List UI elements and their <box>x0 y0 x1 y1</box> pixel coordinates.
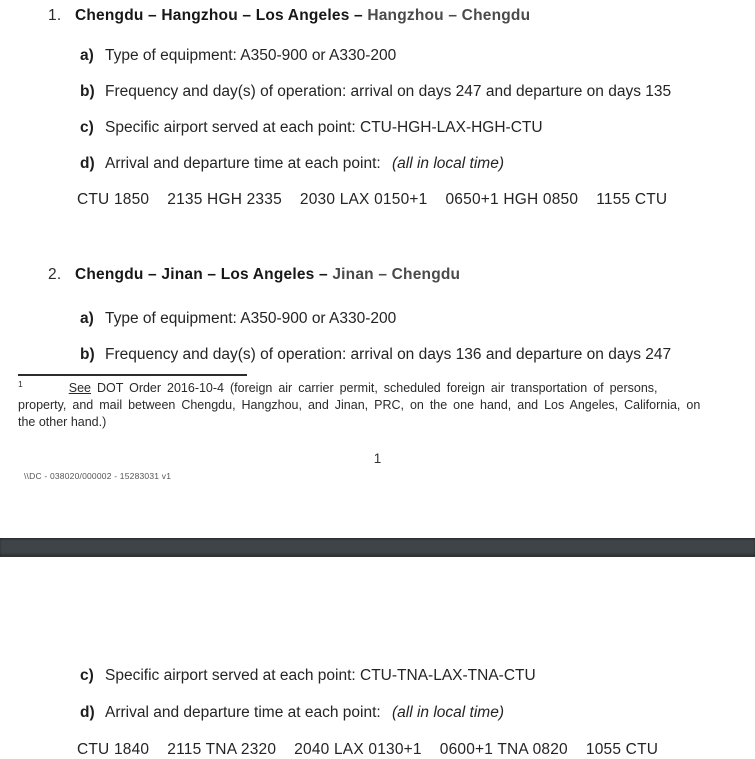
item-2-schedule: CTU 1840 2115 TNA 2320 2040 LAX 0130+1 0600+1 TNA 0820 1055 CTU <box>77 741 659 758</box>
local-time-note: (all in local time) <box>392 704 504 721</box>
sub-item-label: d) <box>80 155 95 172</box>
item-2-number: 2. <box>48 266 62 283</box>
footnote-marker: 1 <box>18 378 23 389</box>
sub-item-label: a) <box>80 310 94 327</box>
item-2-sub-c <box>80 666 536 685</box>
sub-item-label: d) <box>80 704 95 721</box>
footnote-line-3: the other hand.) <box>18 415 107 429</box>
item-1-number: 1. <box>48 7 62 24</box>
item-1-sub-d <box>80 154 504 173</box>
sub-item-text: Specific airport served at each point: CTU-TNA-LAX-TNA-CTU <box>105 667 536 684</box>
sub-item-text: Arrival and departure time at each point: <box>105 704 386 721</box>
route-item-2-heading <box>48 265 460 284</box>
page-separator-bar <box>0 538 755 557</box>
sub-item-text: Frequency and day(s) of operation: arrival on days 247 and departure on days 135 <box>105 83 672 100</box>
sub-item-label: c) <box>80 667 94 684</box>
sub-item-text: Type of equipment: A350-900 or A330-200 <box>105 310 397 327</box>
page-number: 1 <box>373 451 382 466</box>
item-1-route-outbound: Chengdu – Hangzhou – Los Angeles – <box>75 7 368 24</box>
route-item-1-heading <box>48 6 530 25</box>
footnote-separator-rule <box>18 374 247 376</box>
item-2-route-outbound: Chengdu – Jinan – Los Angeles – <box>75 266 333 283</box>
footnote-see: See <box>68 381 91 395</box>
sub-item-label: c) <box>80 119 94 136</box>
item-1-schedule: CTU 1850 2135 HGH 2335 2030 LAX 0150+1 0650+1 HGH 0850 1155 CTU <box>77 191 668 208</box>
item-2-sub-d <box>80 703 504 722</box>
item-1-sub-a <box>80 46 396 65</box>
document-id-stamp: \\DC - 038020/000002 - 15283031 v1 <box>24 471 172 481</box>
sub-item-text: Arrival and departure time at each point: <box>105 155 386 172</box>
item-1-route-return: Hangzhou – Chengdu <box>367 7 531 24</box>
sub-item-label: b) <box>80 83 95 100</box>
footnote-text: DOT Order 2016-10-4 (foreign air carrier permit, scheduled foreign air transportation of persons, <box>90 381 658 395</box>
sub-item-label: b) <box>80 346 95 363</box>
footnote-line-2: property, and mail between Chengdu, Hangzhou, and Jinan, PRC, on the one hand, and Los Angeles, California, on <box>18 398 701 412</box>
footnote-line-1 <box>18 380 658 397</box>
sub-item-text: Specific airport served at each point: CTU-HGH-LAX-HGH-CTU <box>105 119 543 136</box>
item-1-sub-c <box>80 118 543 137</box>
item-2-sub-a <box>80 309 396 328</box>
local-time-note: (all in local time) <box>392 155 504 172</box>
sub-item-label: a) <box>80 47 94 64</box>
item-2-route-return: Jinan – Chengdu <box>332 266 461 283</box>
sub-item-text: Frequency and day(s) of operation: arrival on days 136 and departure on days 247 <box>105 346 672 363</box>
sub-item-text: Type of equipment: A350-900 or A330-200 <box>105 47 397 64</box>
item-1-sub-b <box>80 82 671 101</box>
item-2-sub-b <box>80 345 671 364</box>
